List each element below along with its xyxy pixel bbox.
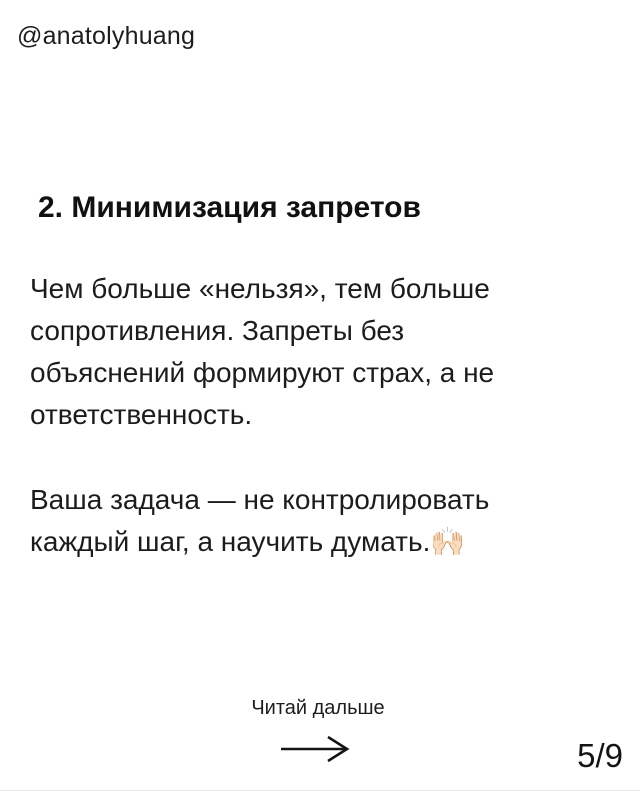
page-indicator: 5/9 bbox=[577, 737, 623, 774]
paragraph-1-line: объяснений формируют страх, а не bbox=[30, 357, 495, 388]
long-right-arrow-icon[interactable] bbox=[279, 735, 351, 763]
paragraph-1-line: ответственность. bbox=[30, 399, 253, 430]
paragraph-1 bbox=[30, 268, 494, 436]
read-more-label[interactable]: Читай дальше bbox=[251, 697, 385, 719]
paragraph-1-line: Чем больше «нельзя», тем больше bbox=[30, 273, 490, 304]
author-handle[interactable]: @anatolyhuang bbox=[17, 22, 196, 50]
bottom-divider bbox=[0, 790, 640, 791]
slide-heading: 2. Минимизация запретов bbox=[38, 191, 421, 224]
paragraph-2-line: каждый шаг, а научить думать.🙌🏻 bbox=[30, 526, 466, 557]
paragraph-2 bbox=[30, 479, 489, 563]
paragraph-1-line: сопротивления. Запреты без bbox=[30, 315, 405, 346]
paragraph-2-line: Ваша задача — не контролировать bbox=[30, 484, 490, 515]
